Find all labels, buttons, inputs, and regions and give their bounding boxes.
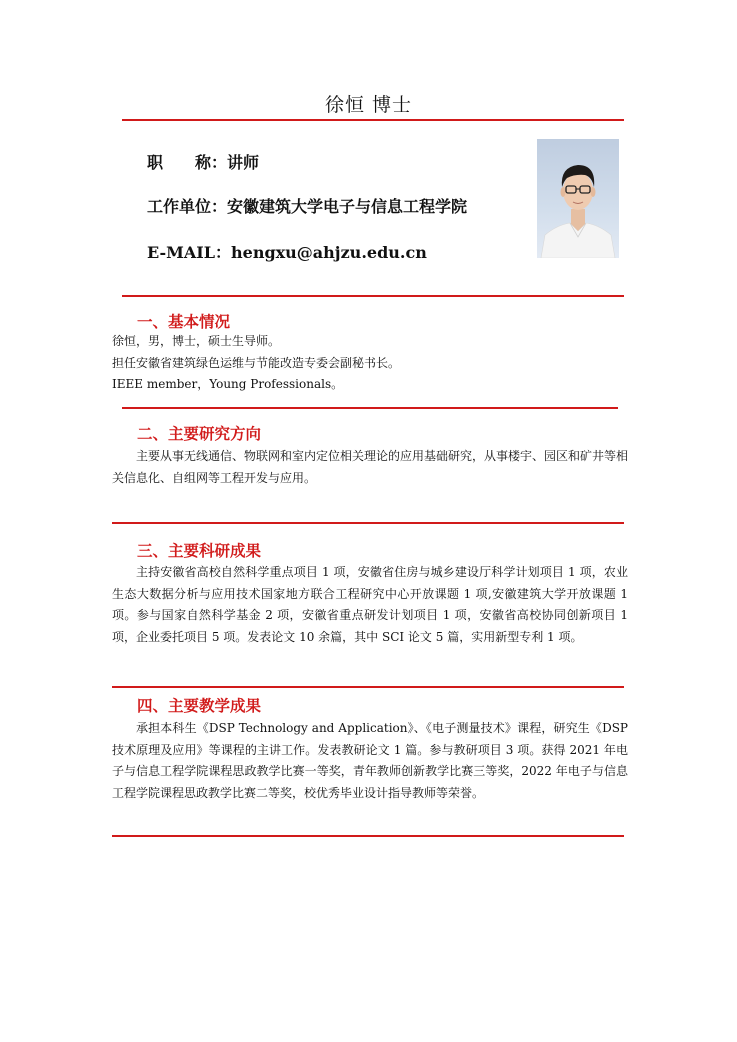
basic-line: 担任安徽省建筑绿色运维与节能改造专委会副秘书长。 xyxy=(112,355,401,370)
basic-line: IEEE member，Young Professionals。 xyxy=(112,377,344,391)
section-heading-achievements: 三、主要科研成果 xyxy=(137,542,262,560)
section-heading-research: 二、主要研究方向 xyxy=(137,425,262,443)
unit-label: 工作单位： xyxy=(147,197,228,216)
email-value: hengxu@ahjzu.edu.cn xyxy=(231,243,427,262)
section-heading-teaching: 四、主要教学成果 xyxy=(137,697,262,715)
profile-divider xyxy=(122,295,624,297)
title-label: 职 称： xyxy=(147,153,228,172)
title-divider xyxy=(122,119,624,121)
section-divider xyxy=(112,835,624,837)
section-heading-basic: 一、基本情况 xyxy=(137,313,231,331)
section-divider xyxy=(112,686,624,688)
portrait-illustration xyxy=(537,139,619,258)
email-label: E-MAIL： xyxy=(147,243,231,262)
section-divider xyxy=(122,407,618,409)
title-row xyxy=(147,150,259,173)
basic-line: 徐恒，男，博士，硕士生导师。 xyxy=(112,334,281,348)
title-value: 讲师 xyxy=(227,153,260,172)
achievements-paragraph: 主持安徽省高校自然科学重点项目 1 项，安徽省住房与城乡建设厅科学计划项目 1 项，农业生态大数据分析与应用技术国家地方联合工程研究中心开放课题 1 项,安徽建筑大学开放课题 1 项。参与国家自然科学基金 2 项，安徽省重点研发计划项目 1 项，安徽省高校协同创新项目 1 项，企业委托项目 5 项。发表论文 10 余篇，其中 SCI 论文 5 篇，实用新型专利 1 项。 xyxy=(112,565,628,644)
basic-info-list xyxy=(112,331,400,396)
research-paragraph: 主要从事无线通信、物联网和室内定位相关理论的应用基础研究，从事楼宇、园区和矿井等相关信息化、自组网等工程开发与应用。 xyxy=(112,449,629,485)
portrait-photo xyxy=(537,139,619,258)
page-title: 徐恒 博士 xyxy=(324,94,413,116)
section-divider xyxy=(112,522,624,524)
unit-value: 安徽建筑大学电子与信息工程学院 xyxy=(227,197,468,216)
teaching-paragraph: 承担本科生《DSP Technology and Application》、《电子测量技术》课程，研究生《DSP 技术原理及应用》等课程的主讲工作。发表教研论文 1 篇。参与教研项目 3 项。获得 2021 年电子与信息工程学院课程思政教学比赛一等奖，青年教师创新教学比赛三等奖，2022 年电子与信息工程学院课程思政教学比赛二等奖，校优秀毕业设计指导教师等荣誉。 xyxy=(112,721,628,800)
email-row xyxy=(147,240,427,263)
unit-row xyxy=(147,194,467,217)
